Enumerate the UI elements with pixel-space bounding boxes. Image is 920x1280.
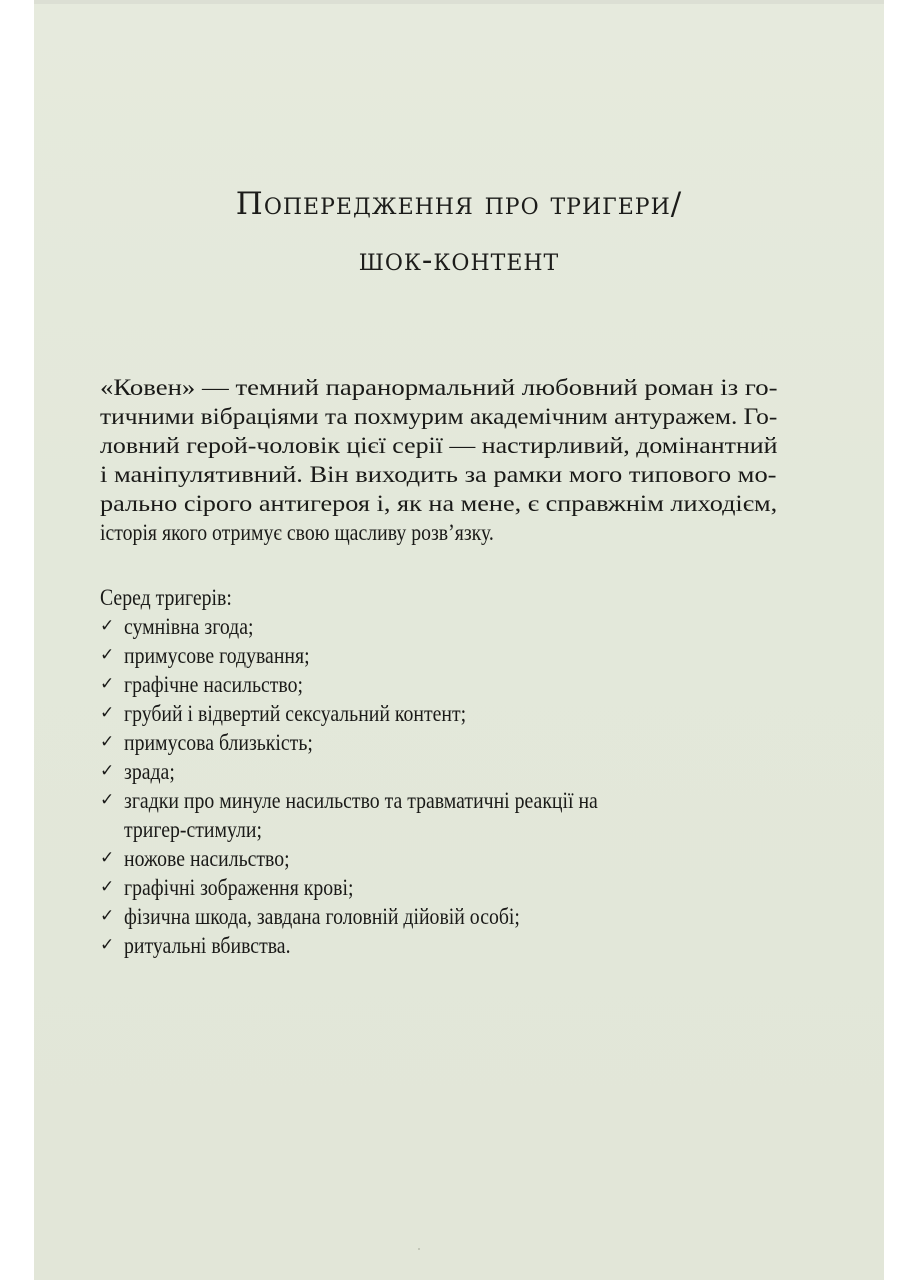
intro-line: історія якого отримує свою щасливу розв’язку. [100,520,494,545]
list-item-text: ножове насильство; [124,846,290,871]
list-item [100,786,777,844]
list-item-text-line: згадки про минуле насильство та травматичні реакції на [124,788,598,813]
list-item [100,931,777,960]
checkmark-icon: ✓ [100,703,115,723]
title-line-1: Попередження про тригери/ [235,186,683,222]
list-item [100,699,777,728]
list-item-text: примусове годування; [124,643,310,668]
checkmark-icon: ✓ [100,906,115,926]
intro-line: ловний герой-чоловік цієї серії — настирливий, домінантний [100,433,778,458]
checkmark-icon: ✓ [100,848,115,868]
checkmark-icon: ✓ [100,790,115,810]
checkmark-icon: ✓ [100,761,115,781]
list-item [100,844,777,873]
list-item-text: графічне насильство; [124,672,303,697]
checkmark-icon: ✓ [100,877,115,897]
triggers-heading: Серед тригерів: [100,585,232,610]
paper-speck [418,1248,420,1250]
page-title [34,176,884,288]
intro-line: «Ковен» — темний паранормальний любовний роман із го- [100,375,778,400]
intro-line: тичними вібраціями та похмурим академічним антуражем. Го- [100,404,778,429]
list-item [100,641,777,670]
list-item-text: зрада; [124,759,175,784]
list-item [100,757,777,786]
list-item-text: ритуальні вбивства. [124,933,291,958]
list-item [100,873,777,902]
title-line-2: шок-контент [358,242,560,278]
list-item-text: грубий і відвертий сексуальний контент; [124,701,467,726]
checkmark-icon: ✓ [100,616,115,636]
list-item-text: сумнівна згода; [124,614,254,639]
page-top-edge [34,0,884,4]
list-item-text: примусова близькість; [124,730,313,755]
list-item [100,728,777,757]
checkmark-icon: ✓ [100,674,115,694]
list-item [100,670,777,699]
checkmark-icon: ✓ [100,935,115,955]
checkmark-icon: ✓ [100,645,115,665]
intro-line: і маніпулятивний. Він виходить за рамки мого типового мо- [100,462,777,487]
intro-line: рально сірого антигероя і, як на мене, є справжнім лиходієм, [100,491,778,516]
intro-paragraph [100,373,777,547]
list-item-text: фізична шкода, завдана головній дійовій особі; [124,904,520,929]
list-item-text: графічні зображення крові; [124,875,354,900]
list-item [100,902,777,931]
list-item-text [124,786,686,844]
list-item-text-line: тригер-стимули; [124,817,262,842]
checkmark-icon: ✓ [100,732,115,752]
list-item [100,612,777,641]
triggers-list [100,583,777,960]
